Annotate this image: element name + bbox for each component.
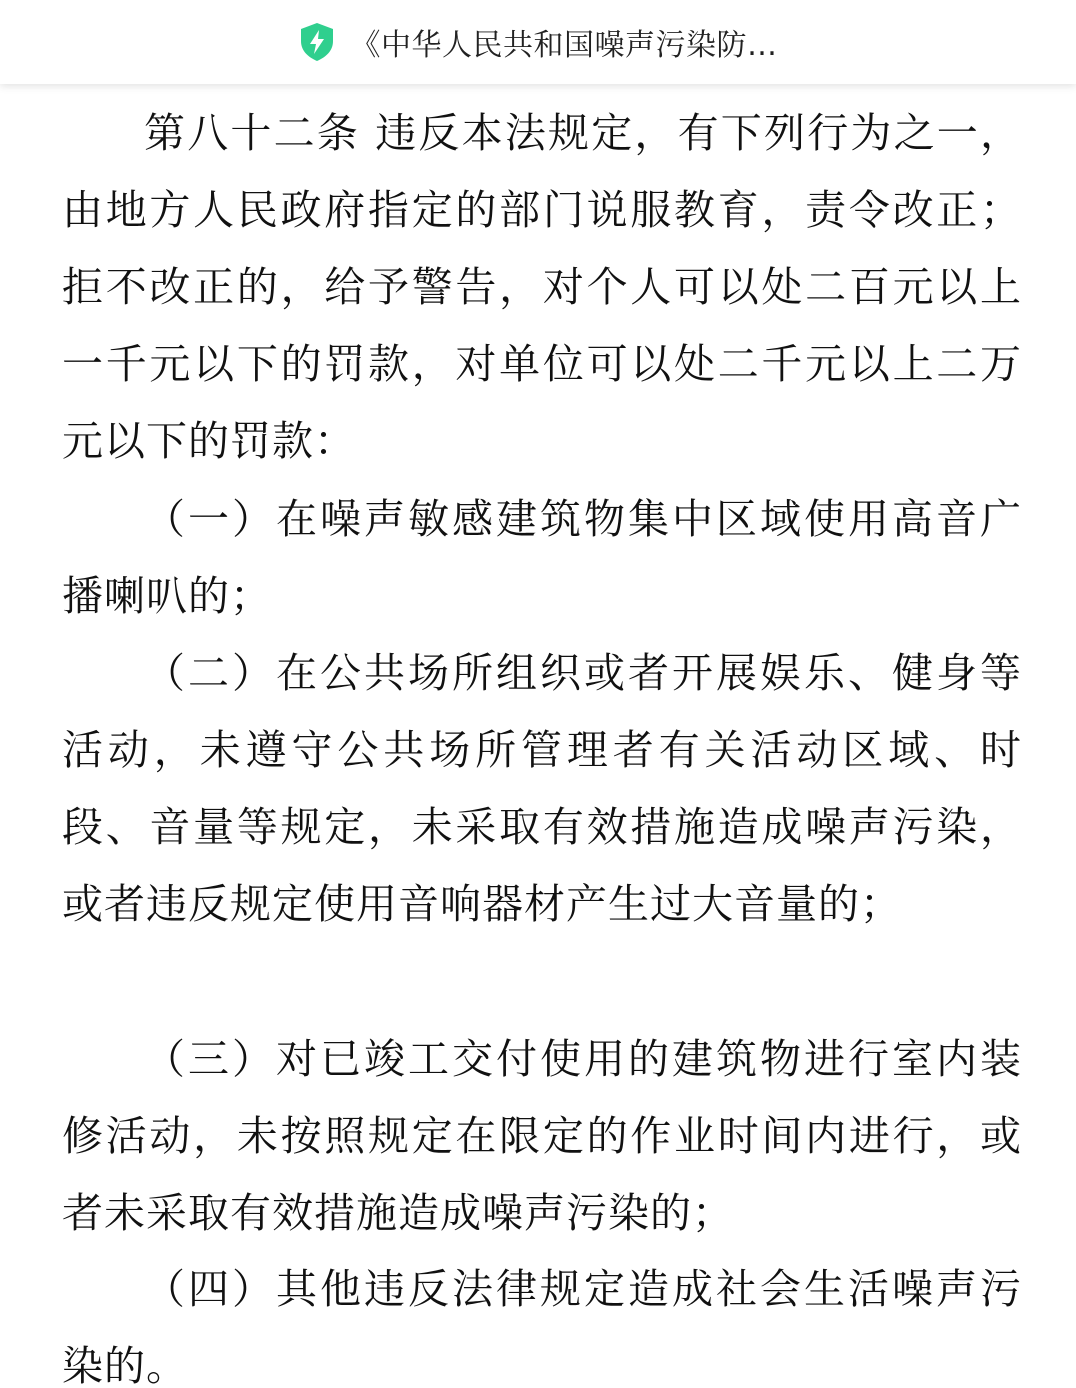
article-item-4: （四）其他违反法律规定造成社会生活噪声污染的。 — [62, 1265, 1022, 1388]
article-item-2: （二）在公共场所组织或者开展娱乐、健身等活动，未遵守公共场所管理者有关活动区域、时段、音量等规定，未采取有效措施造成噪声污染，或者违反规定使用音响器材产生过大音量的； — [62, 649, 1022, 928]
shield-lightning-icon — [299, 22, 335, 62]
article-paragraph-main: 第八十二条 违反本法规定，有下列行为之一，由地方人民政府指定的部门说服教育，责令改正；拒不改正的，给予警告，对个人可以处二百元以上一千元以下的罚款，对单位可以处二千元以上二万元以下的罚款： — [62, 109, 1022, 465]
top-bar — [0, 0, 1076, 84]
title-group[interactable] — [299, 20, 778, 64]
article-item-1: （一）在噪声敏感建筑物集中区域使用高音广播喇叭的； — [62, 495, 1022, 620]
article-item-3: （三）对已竣工交付使用的建筑物进行室内装修活动，未按照规定在限定的作业时间内进行，或者未采取有效措施造成噪声污染的； — [62, 1035, 1022, 1237]
page-title: 《中华人民共和国噪声污染防… — [350, 28, 778, 63]
article-content — [0, 84, 1076, 1388]
